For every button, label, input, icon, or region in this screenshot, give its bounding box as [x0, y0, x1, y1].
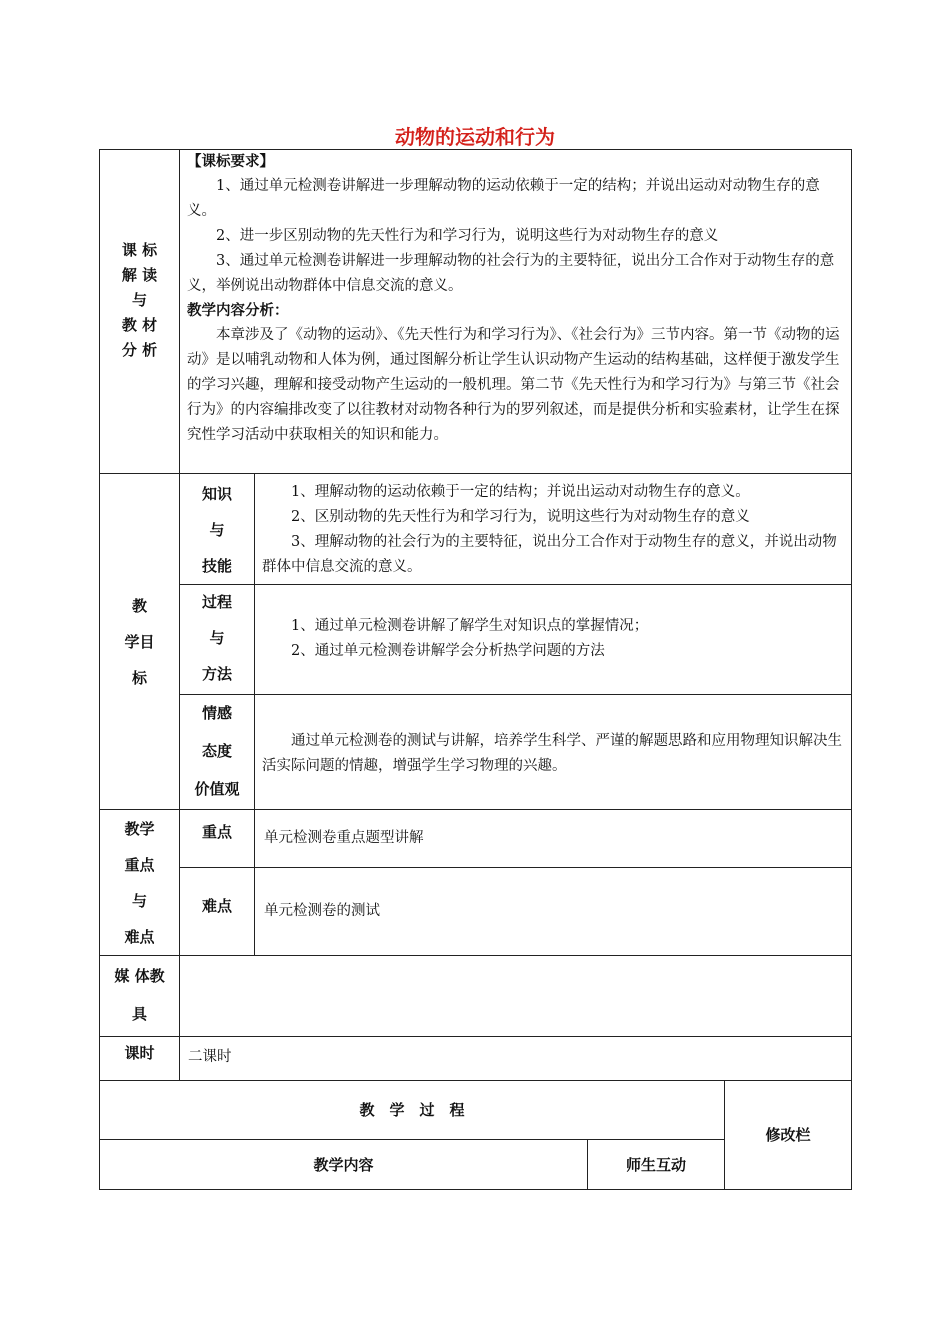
analysis-heading: 教学内容分析： — [187, 303, 289, 319]
hours-text: 二课时 — [188, 1049, 232, 1065]
knowledge-item: 2、区别动物的先天性行为和学习行为，说明这些行为对动物生存的意义 — [291, 509, 750, 525]
difficult-point-text: 单元检测卷的测试 — [264, 903, 380, 919]
section2-label-line: 学目 — [124, 633, 155, 651]
emotion-label-line: 情感 — [201, 704, 232, 722]
section1-label-line: 解 读 — [121, 266, 158, 284]
media-label-line: 媒 体教 — [114, 967, 165, 985]
process-item: 2、通过单元检测卷讲解学会分析热学问题的方法 — [291, 643, 605, 659]
knowledge-label-line: 知识 — [201, 485, 232, 503]
media-label-line: 具 — [131, 1005, 147, 1023]
process-table-header: 教 学 过 程 — [359, 1101, 465, 1119]
page-title: 动物的运动和行为 — [395, 125, 555, 149]
section3-label-line: 与 — [131, 892, 147, 910]
knowledge-item: 3、理解动物的社会行为的主要特征，说出分工合作对于动物生存的意义，并说出动物群体中信息交流的意义。 — [262, 534, 837, 575]
emotion-label-line: 态度 — [201, 742, 232, 760]
revision-label: 修改栏 — [765, 1126, 811, 1144]
requirement-item: 2、进一步区别动物的先天性行为和学习行为，说明这些行为对动物生存的意义 — [216, 228, 719, 244]
section1-label-line: 课 标 — [121, 241, 158, 259]
interaction-label: 师生互动 — [625, 1156, 686, 1174]
emotion-label — [180, 694, 254, 808]
emotion-content — [262, 729, 844, 779]
media-label — [100, 957, 179, 1033]
process-label-line: 方法 — [201, 665, 232, 683]
section3-label — [100, 811, 179, 955]
section3-label-line: 重点 — [124, 856, 155, 874]
knowledge-content — [262, 480, 844, 580]
difficult-point-label: 难点 — [201, 897, 232, 915]
section1-label-line: 教 材 — [121, 316, 158, 334]
section3-label-line: 难点 — [124, 928, 155, 946]
section1-label-line: 与 — [131, 291, 147, 309]
hours-label: 课时 — [124, 1044, 155, 1062]
key-point-label: 重点 — [201, 823, 232, 841]
section2-label-line: 标 — [131, 669, 147, 687]
knowledge-label-line: 与 — [209, 521, 225, 539]
requirement-item: 1、通过单元检测卷讲解进一步理解动物的运动依赖于一定的结构；并说出运动对动物生存的意义。 — [187, 178, 820, 219]
section3-label-line: 教学 — [124, 820, 155, 838]
section1-label-line: 分 析 — [121, 341, 158, 359]
process-label-line: 与 — [209, 629, 225, 647]
analysis-text: 本章涉及了《动物的运动》、《先天性行为和学习行为》、《社会行为》三节内容。第一节《动物的运动》是以哺乳动物和人体为例，通过图解分析让学生认识动物产生运动的结构基础，这样便于激发学生的学习兴趣，理解和接受动物产生运动的一般机理。第二节《先天性行为和学习行为》与第三节《社会行为》的内容编排改变了以往教材对动物各种行为的罗列叙述，而是提供分析和实验素材，让学生在探究性学习活动中获取相关的知识和能力。 — [187, 327, 840, 443]
section2-label-line: 教 — [131, 597, 147, 615]
knowledge-label-line: 技能 — [201, 557, 232, 575]
key-point-text: 单元检测卷重点题型讲解 — [264, 830, 424, 846]
requirements-heading: 【课标要求】 — [187, 154, 274, 170]
process-item: 1、通过单元检测卷讲解了解学生对知识点的掌握情况； — [291, 618, 649, 634]
section2-label — [100, 588, 179, 696]
process-label — [180, 584, 254, 692]
section1-content — [187, 150, 844, 448]
process-label-line: 过程 — [201, 593, 232, 611]
emotion-label-line: 价值观 — [194, 780, 240, 798]
knowledge-label — [180, 476, 254, 584]
requirement-item: 3、通过单元检测卷讲解进一步理解动物的社会行为的主要特征，说出分工合作对于动物生存的意义，举例说出动物群体中信息交流的意义。 — [187, 253, 835, 294]
process-content — [262, 614, 844, 664]
knowledge-item: 1、理解动物的运动依赖于一定的结构；并说出运动对动物生存的意义。 — [291, 484, 750, 500]
emotion-text: 通过单元检测卷的测试与讲解，培养学生科学、严谨的解题思路和应用物理知识解决生活实际问题的情趣，增强学生学习物理的兴趣。 — [262, 733, 842, 774]
section1-label — [100, 238, 179, 363]
content-label: 教学内容 — [313, 1156, 374, 1174]
